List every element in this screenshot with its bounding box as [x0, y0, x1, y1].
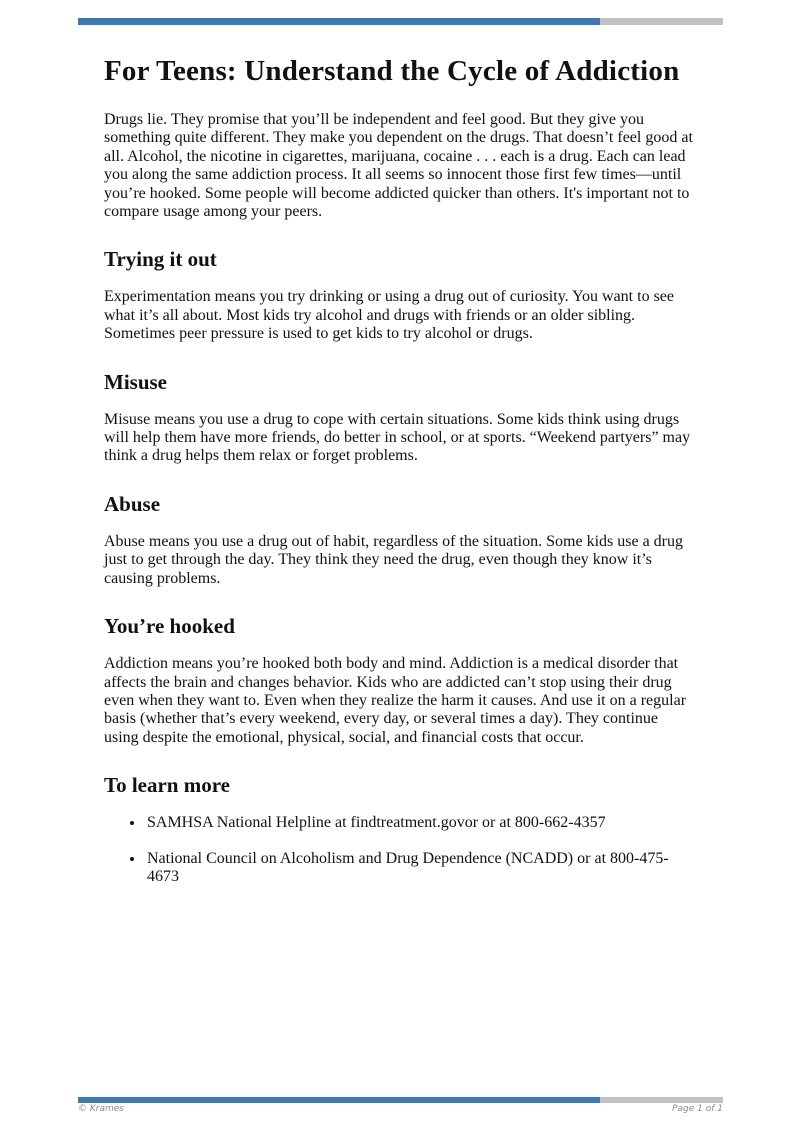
learn-more-list	[104, 814, 694, 886]
section-body-abuse: Abuse means you use a drug out of habit, regardless of the situation. Some kids use a drug just to get through the day. They think they need the drug, even though they know it’s causing problems.	[104, 532, 683, 587]
section-body-youre-hooked: Addiction means you’re hooked both body and mind. Addiction is a medical disorder that affects the brain and changes behavior. Kids who are addicted can’t stop using their drug even when they want to. Even when they realize the harm it causes. And use it on a regular basis (whether that’s every weekend, every day, or several times a day). They continue using despite the emotional, physical, social, and financial costs that occur.	[104, 655, 687, 746]
section-heading-youre-hooked: You’re hooked	[104, 614, 235, 639]
page-title: For Teens: Understand the Cycle of Addiction	[104, 55, 680, 87]
section-heading-abuse: Abuse	[104, 491, 161, 516]
footer-accent-gray-segment	[600, 1097, 723, 1103]
section-heading-to-learn-more: To learn more	[104, 773, 230, 798]
list-item-samhsa-helpline: • SAMHSA National Helpline at findtreatment.govor or at 800-662-4357	[145, 814, 694, 832]
footer-accent-bar	[78, 1097, 723, 1103]
document-body	[104, 0, 694, 903]
section-heading-trying-it-out: Trying it out	[104, 247, 217, 272]
footer-copyright: © Krames	[78, 1104, 124, 1114]
list-item-ncadd: • National Council on Alcoholism and Drug Dependence (NCADD) or at 800-475-4673	[145, 850, 694, 887]
section-body-trying-it-out: Experimentation means you try drinking or using a drug out of curiosity. You want to see what it’s all about. Most kids try alcohol and drugs with friends or an older sibling. Sometimes peer pressure is used to get kids to try alcohol or drugs.	[104, 288, 674, 343]
footer-accent-blue-segment	[78, 1097, 600, 1103]
section-heading-misuse: Misuse	[104, 369, 167, 394]
footer-page-number: Page 1 of 1	[672, 1104, 723, 1114]
section-body-misuse: Misuse means you use a drug to cope with certain situations. Some kids think using drugs will help them have more friends, do better in school, or at sports. “Weekend partyers” may think a drug helps them relax or forget problems.	[104, 410, 691, 465]
footer	[78, 1104, 723, 1114]
intro-paragraph: Drugs lie. They promise that you’ll be independent and feel good. But they give you something quite different. They make you dependent on the drugs. That doesn’t feel good at all. Alcohol, the nicotine in cigarettes, marijuana, cocaine . . . each is a drug. Each can lead you along the same addiction process. It all seems so innocent those first few times—until you’re hooked. Some people will become addicted quicker than others. It's important not to compare usage among your peers.	[104, 111, 693, 221]
